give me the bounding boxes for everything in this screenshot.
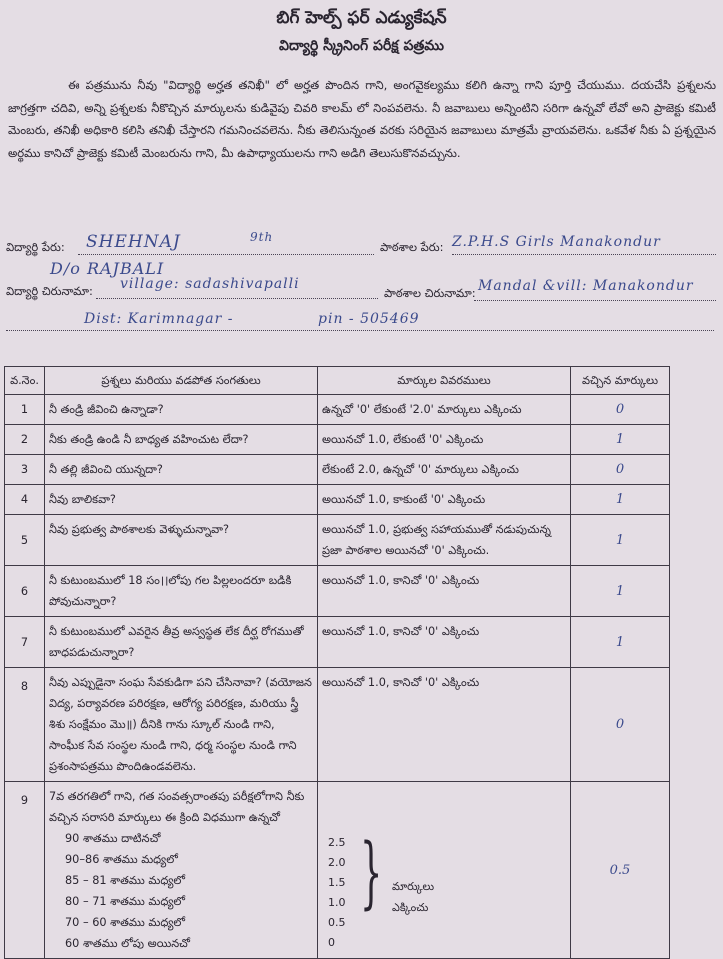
row-question: నీ తండ్రి జీవించి ఉన్నాడా? xyxy=(45,395,318,425)
row-question: నీవు ప్రభుత్వ పాఠశాలకు వెళ్ళుచున్నావా? xyxy=(45,515,318,566)
header-question: ప్రశ్నలు మరియు వడపోత సంగతులు xyxy=(45,367,318,395)
student-name-line xyxy=(78,254,374,255)
row-sno: 9 xyxy=(5,782,45,959)
row-marks-obtained[interactable]: 1 xyxy=(571,515,670,566)
row-sno: 2 xyxy=(5,425,45,455)
district-line xyxy=(6,330,714,331)
row-marks-rule: అయినచో 1.0, ప్రభుత్వ సహాయముతో నడుపుచున్న ప్రజా పాఠశాల అయినచో '0' ఎక్కించు. xyxy=(318,515,571,566)
grade-value: 2.0 xyxy=(328,856,346,869)
school-name-line xyxy=(452,254,716,255)
row-marks-obtained[interactable]: 1 xyxy=(571,566,670,617)
row-sno: 5 xyxy=(5,515,45,566)
row-marks-rule xyxy=(318,782,571,959)
row9-range: 60 శాతము లోపు అయినచో xyxy=(65,937,191,950)
row-question: నీకు తండ్రి ఉండి నీ బాధ్యత వహించుట లేదా? xyxy=(45,425,318,455)
pin-value[interactable]: pin - 505469 xyxy=(318,311,420,327)
screening-table xyxy=(4,366,670,959)
row-question: నీవు బాలికవా? xyxy=(45,485,318,515)
table-row xyxy=(5,782,670,959)
row-sno: 3 xyxy=(5,455,45,485)
school-name-value[interactable]: Z.P.H.S Girls Manakondur xyxy=(452,234,661,250)
student-address-label: విద్యార్థి చిరునామా: xyxy=(6,284,93,298)
row-marks-rule: అయినచో 1.0, లేకుంటే '0' ఎక్కించు xyxy=(318,425,571,455)
grade-label: మార్కులు ఎక్కించు xyxy=(392,880,435,914)
grade-value: 1.5 xyxy=(328,876,346,889)
header-sno: వ.నెం. xyxy=(5,367,45,395)
row-marks-obtained[interactable]: 0 xyxy=(571,668,670,782)
row-sno: 8 xyxy=(5,668,45,782)
student-address-line xyxy=(96,298,378,299)
row9-intro: 7వ తరగతిలో గాని, గత సంవత్సరాంతపు పరీక్షలోగాని నీకు వచ్చిన సరాసరి మార్కులు ఈ క్రింది విధముగా ఉన్నచో xyxy=(49,790,305,824)
row-sno: 4 xyxy=(5,485,45,515)
grade-value: 2.5 xyxy=(328,836,346,849)
row-question: నీవు ఎప్పుడైనా సంఘ సేవకుడిగా పని చేసినావా? (వయోజన విద్య, పర్యావరణ పరిరక్షణ, ఆరోగ్య పరిరక్షణ, మరియు స్త్రీ శిశు సంక్షేమం మొ॥) దీనికి గాను స్కూల్ నుండి గాని, సాంఘీక సేవ సంస్థల నుండి గాని, ధర్మ సంస్థల నుండి గాని ప్రశంసాపత్రము పొందిఉండవలెను. xyxy=(45,668,318,782)
row-question: నీ కుటుంబములో 18 సం।।లోపు గల పిల్లలందరూ బడికి పోవుచున్నారా? xyxy=(45,566,318,617)
row-marks-obtained[interactable]: 0.5 xyxy=(571,782,670,959)
row9-range: 80 – 71 శాతము మధ్యలో xyxy=(65,895,186,908)
school-address-label: పాఠశాల చిరునామా: xyxy=(384,286,476,300)
school-address-value[interactable]: Mandal &vill: Manakondur xyxy=(478,278,694,294)
row-sno: 7 xyxy=(5,617,45,668)
row-marks-obtained[interactable]: 1 xyxy=(571,617,670,668)
table-header-row xyxy=(5,367,670,395)
table-row xyxy=(5,566,670,617)
table-row xyxy=(5,425,670,455)
row-question: నీ కుటుంబములో ఎవరైన తీవ్ర అస్వస్థత లేక దీర్ఘ రోగముతో బాధపడుచున్నారా? xyxy=(45,617,318,668)
row-marks-obtained[interactable]: 0 xyxy=(571,455,670,485)
student-name-label: విద్యార్థి పేరు: xyxy=(6,240,65,254)
student-name-value[interactable]: SHEHNAJ xyxy=(86,232,181,252)
row-marks-rule: అయినచో 1.0, కాకుంటే '0' ఎక్కించు xyxy=(318,485,571,515)
row-question: నీ తల్లి జీవించి యున్నదా? xyxy=(45,455,318,485)
header-marks-detail: మార్కుల వివరములు xyxy=(318,367,571,395)
row-marks-rule: ఉన్నచో '0' లేకుంటే '2.0' మార్కులు ఎక్కించు xyxy=(318,395,571,425)
student-address-value[interactable]: village: sadashivapalli xyxy=(120,276,300,292)
form-title: బిగ్ హెల్ప్ ఫర్ ఎడ్యుకేషన్ xyxy=(276,8,447,28)
table-row xyxy=(5,515,670,566)
district-value[interactable]: Dist: Karimnagar - xyxy=(84,311,234,327)
row9-range: 70 – 60 శాతము మధ్యలో xyxy=(65,916,186,929)
row-question xyxy=(45,782,318,959)
grade-value: 0.5 xyxy=(328,916,346,929)
row-marks-rule: లేకుంటే 2.0, ఉన్నచో '0' మార్కులు ఎక్కించు xyxy=(318,455,571,485)
school-name-label: పాఠశాల పేరు: xyxy=(380,240,444,254)
grade-value: 1.0 xyxy=(328,896,346,909)
row9-grade-list xyxy=(322,786,566,949)
guardian-value[interactable]: D/o RAJBALI xyxy=(50,259,165,278)
row9-range: 90 శాతము దాటినచో xyxy=(65,832,161,845)
table-row xyxy=(5,668,670,782)
row-sno: 6 xyxy=(5,566,45,617)
table-row xyxy=(5,485,670,515)
grade-value: 0 xyxy=(328,936,335,949)
row-marks-obtained[interactable]: 0 xyxy=(571,395,670,425)
row-marks-rule: అయినచో 1.0, కానిచో '0' ఎక్కించు xyxy=(318,566,571,617)
row-marks-obtained[interactable]: 1 xyxy=(571,425,670,455)
row-marks-obtained[interactable]: 1 xyxy=(571,485,670,515)
student-class-value[interactable]: 9th xyxy=(250,230,274,244)
header-marks-obtained: వచ్చిన మార్కులు xyxy=(571,367,670,395)
table-row xyxy=(5,617,670,668)
instructions-paragraph: ఈ పత్రమును నీవు "విద్యార్థి అర్హత తనిఖీ" లో అర్హత పొందిన గాని, అంగవైకల్యము కలిగి ఉన్నా గాని పూర్తి చేయుము. దయచేసి ప్రశ్నలను జాగ్రత్తగా చదివి, అన్ని ప్రశ్నలకు నీకొచ్చిన మార్కులను కుడివైపు చివరి కాలమ్ లో నింపవలెను. నీ జవాబులు అన్నింటిని సరిగా ఉన్నవో లేవో అని ప్రాజెక్టు కమిటీ మెంబరు, తనిఖీ అధికారి కలిసి తనిఖీ చేస్తారని గమనించవలెను. నీకు తెలిసున్నంత వరకు సరియైన జవాబులు మాత్రమే వ్రాయవలెను. ఒకవేళ నీకు ఏ ప్రశ్నయైన అర్థము కానిచో ప్రాజెక్టు కమిటీ మెంబరును గాని, మీ ఉపాధ్యాయులను గాని అడిగి తెలుసుకొనవచ్చును. xyxy=(8,78,716,160)
table-row xyxy=(5,455,670,485)
row-marks-rule: అయినచో 1.0, కానిచో '0' ఎక్కించు xyxy=(318,617,571,668)
row9-range: 85 – 81 శాతము మధ్యలో xyxy=(65,874,186,887)
school-address-line xyxy=(474,300,716,301)
table-row xyxy=(5,395,670,425)
row-sno: 1 xyxy=(5,395,45,425)
brace-icon: } xyxy=(360,828,383,918)
row-marks-rule: అయినచో 1.0, కానిచో '0' ఎక్కించు xyxy=(318,668,571,782)
form-subtitle: విద్యార్థి స్క్రీనింగ్ పరీక్ష పత్రము xyxy=(279,38,444,54)
row9-range: 90–86 శాతము మధ్యలో xyxy=(65,853,178,866)
